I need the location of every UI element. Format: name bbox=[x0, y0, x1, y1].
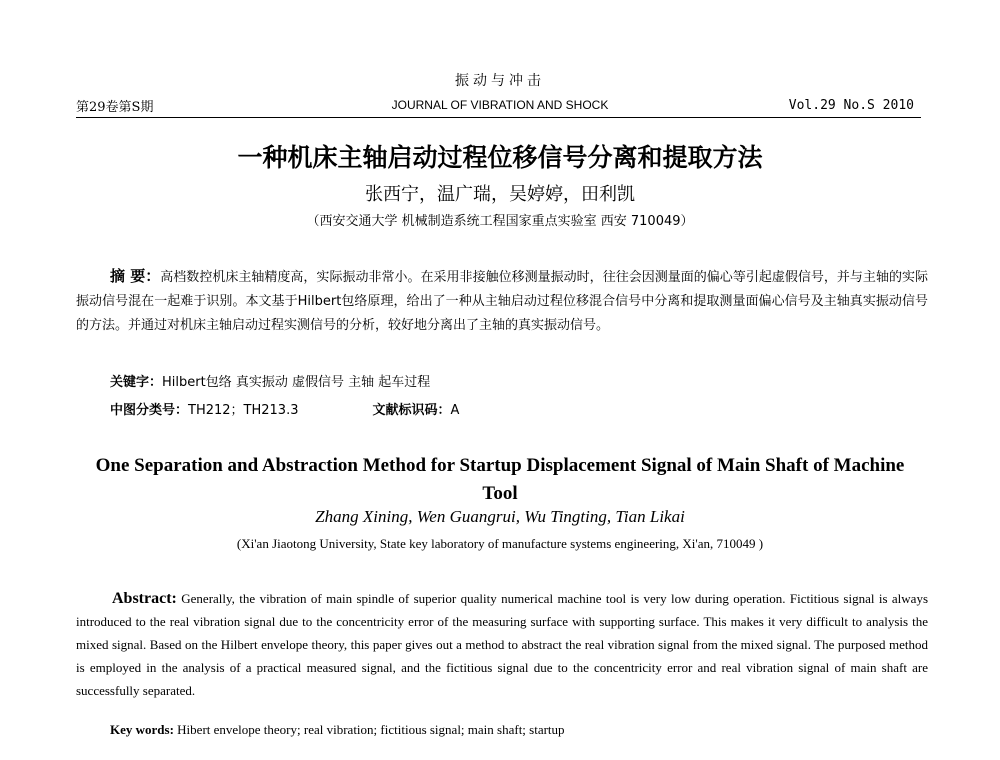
abstract-text-en: Generally, the vibration of main spindle of superior quality numerical machine tool is very low during operation. Fictitious signal is always introduced to the real vibration signal due to the concentricity error of the measuring surface with supporting surface. This makes it very difficult to analysis the mixed signal. Based on the Hilbert envelope theory, this paper gives out a method to abstract the real vibration signal from the mixed signal. The purposed method is employed in the analysis of a practical measured signal, and the fictitious signal due to the concentricity error and real vibration signal of main shaft are successfully separated. bbox=[76, 591, 929, 698]
abstract-label-cn: 摘 要： bbox=[110, 267, 161, 285]
paper-title-en: One Separation and Abstraction Method for Startup Displacement Signal of Main Shaft of Machine Tool bbox=[95, 455, 905, 504]
clc-value: TH212；TH213.3 bbox=[188, 403, 299, 418]
keywords-label-cn: 关键字： bbox=[110, 375, 163, 390]
abstract-cn bbox=[76, 264, 928, 338]
affiliation-cn: （西安交通大学 机械制造系统工程国家重点实验室 西安 710049） bbox=[306, 214, 694, 229]
journal-name-cn: 振动与冲击 bbox=[455, 73, 545, 89]
volume-issue-cn: 第29卷第S期 bbox=[76, 100, 154, 115]
keywords-text-en: Hibert envelope theory; real vibration; fictitious signal; main shaft; startup bbox=[177, 722, 565, 737]
header-rule bbox=[76, 117, 921, 118]
abstract-text-cn: 高档数控机床主轴精度高，实际振动非常小。在采用非接触位移测量振动时，往往会因测量面的偏心等引起虚假信号，并与主轴的实际振动信号混在一起难于识别。本文基于Hilbert包络原理，给出了一种从主轴启动过程位移混合信号中分离和提取测量面偏心信号及主轴真实振动信号的方法。并通过对机床主轴启动过程实测信号的分析，较好地分离出了主轴的真实振动信号。 bbox=[76, 270, 928, 333]
journal-name-en: JOURNAL OF VIBRATION AND SHOCK bbox=[391, 98, 609, 112]
doc-code-label: 文献标识码： bbox=[372, 403, 451, 418]
keywords-cn bbox=[110, 371, 430, 390]
doc-code-value: A bbox=[450, 403, 460, 418]
keywords-text-cn: Hilbert包络 真实振动 虚假信号 主轴 起车过程 bbox=[162, 375, 431, 390]
affiliation-en: (Xi'an Jiaotong University, State key laboratory of manufacture systems engineering, Xi'an, 710049 ) bbox=[236, 536, 764, 551]
keywords-label-en: Key words: bbox=[110, 722, 174, 737]
clc-label: 中图分类号： bbox=[110, 403, 189, 418]
abstract-en bbox=[76, 587, 928, 702]
paper-title-cn: 一种机床主轴启动过程位移信号分离和提取方法 bbox=[237, 143, 763, 172]
abstract-label-en: Abstract: bbox=[112, 590, 177, 607]
keywords-en bbox=[110, 722, 565, 738]
classification-line bbox=[110, 399, 459, 418]
volume-issue-en: Vol.29 No.S 2010 bbox=[788, 98, 914, 113]
authors-cn: 张西宁，温广瑞，吴婷婷，田利凯 bbox=[365, 184, 635, 205]
authors-en: Zhang Xining, Wen Guangrui, Wu Tingting, Tian Likai bbox=[315, 507, 685, 526]
